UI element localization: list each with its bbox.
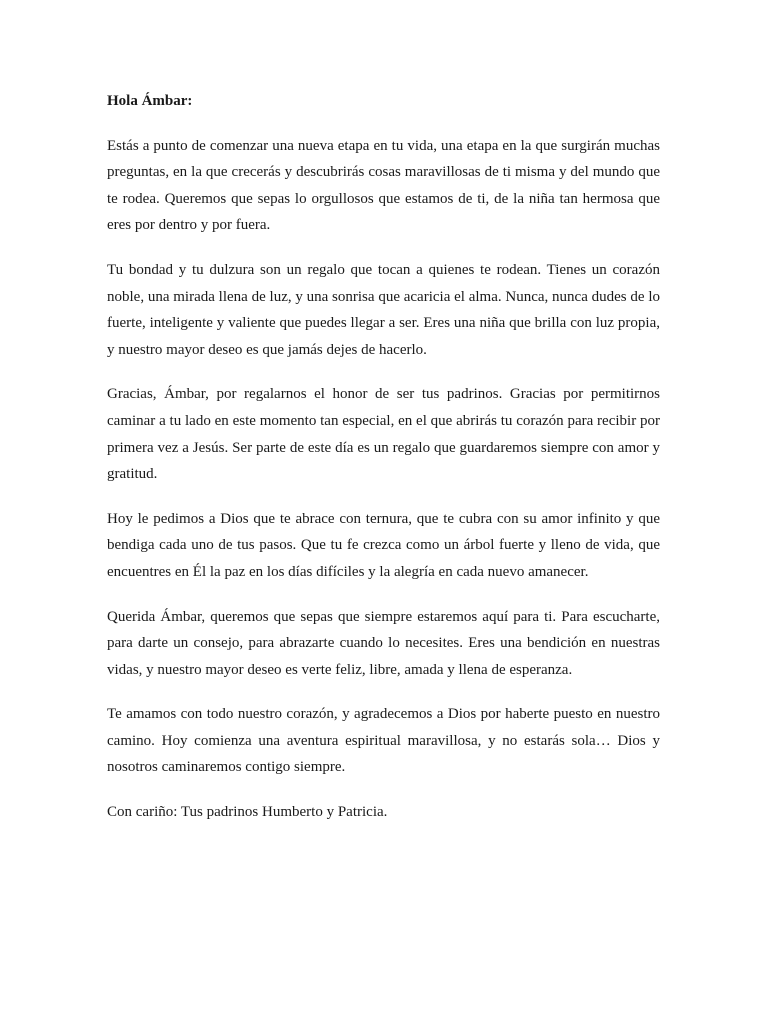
letter-page [107, 88, 660, 826]
letter-paragraph-1: Estás a punto de comenzar una nueva etapa en tu vida, una etapa en la que surgirán muchas preguntas, en la que crecerás y descubrirás cosas maravillosas de ti misma y del mundo que te rodea. Queremos que sepas lo orgullosos que estamos de ti, de la niña tan hermosa que eres por dentro y por fuera. [107, 137, 660, 234]
letter-paragraph-4: Hoy le pedimos a Dios que te abrace con ternura, que te cubra con su amor infinito y que bendiga cada uno de tus pasos. Que tu fe crezca como un árbol fuerte y lleno de vida, que encuentres en Él la paz en los días difíciles y la alegría en cada nuevo amanecer. [107, 510, 660, 580]
letter-signature: Con cariño: Tus padrinos Humberto y Patricia. [107, 804, 388, 821]
letter-greeting: Hola Ámbar: [107, 93, 193, 109]
letter-paragraph-3: Gracias, Ámbar, por regalarnos el honor de ser tus padrinos. Gracias por permitirnos caminar a tu lado en este momento tan especial, en el que abrirás tu corazón para recibir por primera vez a Jesús. Ser parte de este día es un regalo que guardaremos siempre con amor y gratitud. [107, 386, 660, 483]
letter-paragraph-2: Tu bondad y tu dulzura son un regalo que tocan a quienes te rodean. Tienes un corazón noble, una mirada llena de luz, y una sonrisa que acaricia el alma. Nunca, nunca dudes de lo fuerte, inteligente y valiente que puedes llegar a ser. Eres una niña que brilla con luz propia, y nuestro mayor deseo es que jamás dejes de hacerlo. [107, 261, 660, 358]
letter-paragraph-6: Te amamos con todo nuestro corazón, y agradecemos a Dios por haberte puesto en nuestro camino. Hoy comienza una aventura espiritual maravillosa, y no estarás sola… Dios y nosotros caminaremos contigo siempre. [107, 706, 660, 776]
letter-paragraph-5: Querida Ámbar, queremos que sepas que siempre estaremos aquí para ti. Para escucharte, para darte un consejo, para abrazarte cuando lo necesites. Eres una bendición en nuestras vidas, y nuestro mayor deseo es verte feliz, libre, amada y llena de esperanza. [107, 608, 660, 678]
